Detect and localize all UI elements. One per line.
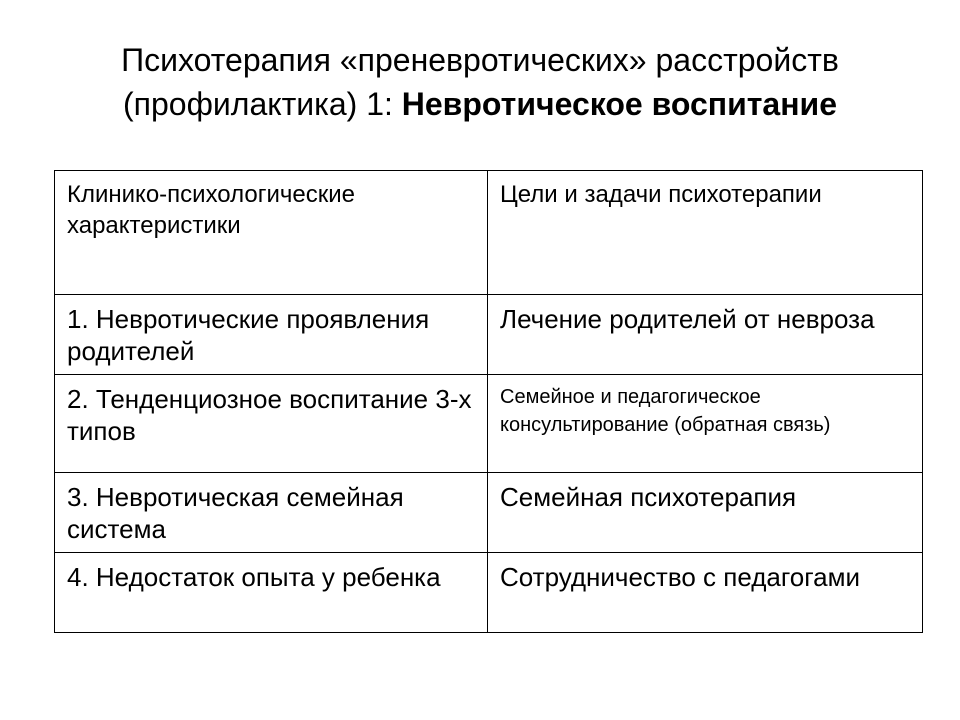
row-goal-cell: Семейное и педагогическое консультирование (обратная связь): [488, 375, 923, 473]
table-row: [55, 375, 923, 473]
row-characteristic-cell: 1. Невротические проявления родителей: [55, 295, 488, 375]
table-row: [55, 553, 923, 633]
row-characteristic-cell: 3. Невротическая семейная система: [55, 473, 488, 553]
slide-title-emphasis: Невротическое воспитание: [401, 86, 837, 122]
row-goal-cell: Семейная психотерапия: [488, 473, 923, 553]
slide-title-line-1: Психотерапия «преневротических» расстройств: [121, 42, 839, 78]
row-characteristic-cell: 4. Недостаток опыта у ребенка: [55, 553, 488, 633]
table-row: [55, 473, 923, 553]
slide-title-prefix: (профилактика) 1:: [123, 86, 402, 122]
slide-title-line-2: [40, 82, 920, 126]
table-header-row: [55, 171, 923, 295]
header-cell-characteristics: Клинико-психологические характеристики: [55, 171, 488, 295]
row-goal-cell: Лечение родителей от невроза: [488, 295, 923, 375]
header-cell-goals: Цели и задачи психотерапии: [488, 171, 923, 295]
table-row: [55, 295, 923, 375]
row-goal-cell: Сотрудничество с педагогами: [488, 553, 923, 633]
row-characteristic-cell: 2. Тенденциозное воспитание 3-х типов: [55, 375, 488, 473]
therapy-table: [54, 170, 923, 633]
slide-title: [40, 38, 920, 126]
